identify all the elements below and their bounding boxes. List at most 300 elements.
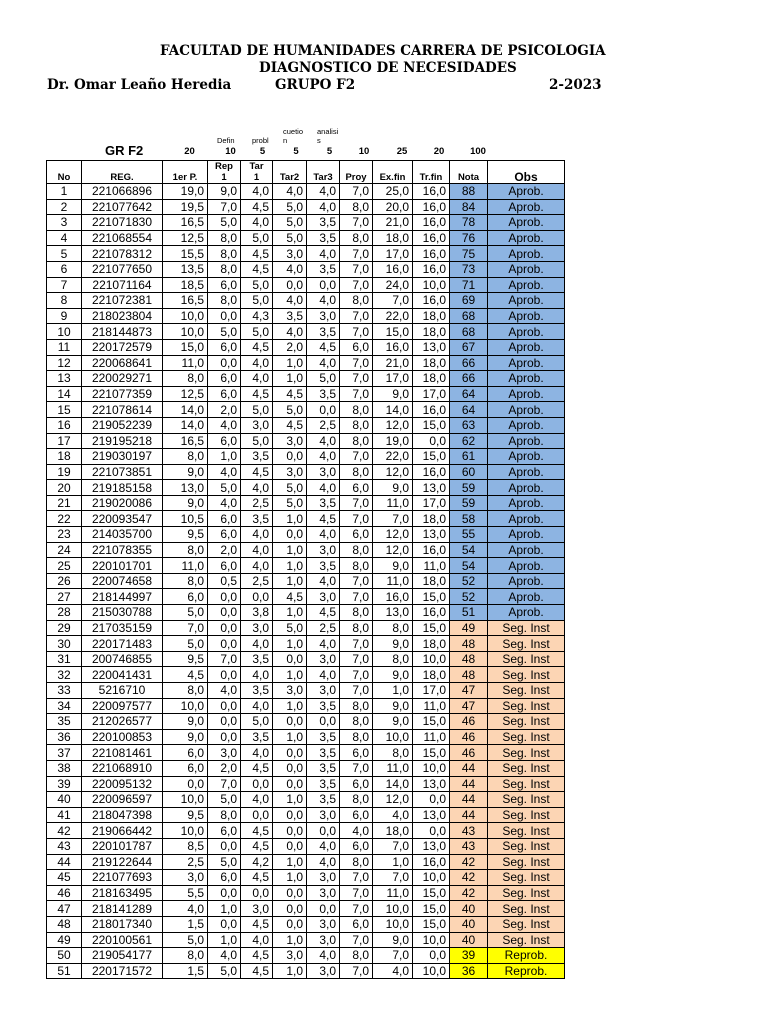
cell-tar1: 4,0 xyxy=(241,215,273,231)
cell-nota: 42 xyxy=(450,854,488,870)
cell-tar3: 4,0 xyxy=(307,199,340,215)
cell-nota: 68 xyxy=(450,308,488,324)
cell-nota: 43 xyxy=(450,823,488,839)
cell-tar2: 4,5 xyxy=(273,589,307,605)
table-row xyxy=(47,558,565,574)
cell-1erp: 8,0 xyxy=(163,542,208,558)
cell-nota: 36 xyxy=(450,963,488,979)
cell-proy: 8,0 xyxy=(340,199,373,215)
cell-1erp: 5,0 xyxy=(163,932,208,948)
table-row xyxy=(47,324,565,340)
cell-rep1: 5,0 xyxy=(208,324,241,340)
cell-tar3: 4,0 xyxy=(307,573,340,589)
cell-tar1: 4,0 xyxy=(241,792,273,808)
cell-obs: Aprob. xyxy=(488,417,565,433)
cell-trfin: 13,0 xyxy=(413,480,450,496)
cell-exfin: 10,0 xyxy=(373,916,413,932)
cell-1erp: 9,0 xyxy=(163,464,208,480)
cell-exfin: 10,0 xyxy=(373,729,413,745)
cell-1erp: 7,0 xyxy=(163,620,208,636)
cell-trfin: 15,0 xyxy=(413,589,450,605)
cell-reg: 220101787 xyxy=(82,838,163,854)
cell-1erp: 9,0 xyxy=(163,495,208,511)
cell-tar2: 5,0 xyxy=(273,199,307,215)
cell-rep1: 4,0 xyxy=(208,683,241,699)
document-subtitle: DIAGNOSTICO DE NECESIDADES xyxy=(259,60,517,76)
cell-no: 3 xyxy=(47,215,82,231)
cell-exfin: 21,0 xyxy=(373,215,413,231)
cell-obs: Reprob. xyxy=(488,963,565,979)
cell-tar1: 5,0 xyxy=(241,324,273,340)
table-row xyxy=(47,573,565,589)
cell-nota: 42 xyxy=(450,870,488,886)
cell-no: 41 xyxy=(47,807,82,823)
cell-reg: 221071830 xyxy=(82,215,163,231)
cell-rep1: 7,0 xyxy=(208,776,241,792)
table-row xyxy=(47,230,565,246)
cell-1erp: 9,5 xyxy=(163,807,208,823)
cell-exfin: 7,0 xyxy=(373,293,413,309)
cell-reg: 220041431 xyxy=(82,667,163,683)
cell-proy: 8,0 xyxy=(340,417,373,433)
cell-reg: 221077650 xyxy=(82,261,163,277)
cell-tar3: 3,0 xyxy=(307,963,340,979)
cell-no: 47 xyxy=(47,901,82,917)
cell-rep1: 0,0 xyxy=(208,308,241,324)
cell-tar3: 3,5 xyxy=(307,386,340,402)
col-header-trfin: Tr.fin xyxy=(413,161,450,184)
cell-exfin: 17,0 xyxy=(373,371,413,387)
cell-rep1: 4,0 xyxy=(208,495,241,511)
table-row xyxy=(47,667,565,683)
cell-reg: 217035159 xyxy=(82,620,163,636)
table-row xyxy=(47,433,565,449)
cell-no: 32 xyxy=(47,667,82,683)
cell-proy: 7,0 xyxy=(340,963,373,979)
cell-tar2: 5,0 xyxy=(273,620,307,636)
cell-tar2: 0,0 xyxy=(273,807,307,823)
cell-obs: Aprob. xyxy=(488,605,565,621)
cell-rep1: 4,0 xyxy=(208,417,241,433)
cell-rep1: 6,0 xyxy=(208,371,241,387)
cell-tar1: 5,0 xyxy=(241,402,273,418)
cell-exfin: 20,0 xyxy=(373,199,413,215)
cell-1erp: 14,0 xyxy=(163,417,208,433)
col-header-no: No xyxy=(47,161,82,184)
cell-no: 2 xyxy=(47,199,82,215)
cell-1erp: 5,5 xyxy=(163,885,208,901)
cell-proy: 8,0 xyxy=(340,542,373,558)
cell-tar2: 3,0 xyxy=(273,246,307,262)
table-row xyxy=(47,464,565,480)
cell-nota: 52 xyxy=(450,573,488,589)
cell-tar1: 0,0 xyxy=(241,776,273,792)
cell-exfin: 24,0 xyxy=(373,277,413,293)
table-row xyxy=(47,355,565,371)
cell-reg: 219185158 xyxy=(82,480,163,496)
cell-tar1: 4,5 xyxy=(241,339,273,355)
cell-reg: 220096597 xyxy=(82,792,163,808)
cell-tar3: 3,5 xyxy=(307,495,340,511)
cell-nota: 75 xyxy=(450,246,488,262)
cell-rep1: 0,0 xyxy=(208,620,241,636)
cell-nota: 66 xyxy=(450,371,488,387)
cell-tar1: 4,5 xyxy=(241,199,273,215)
cell-reg: 220068641 xyxy=(82,355,163,371)
cell-1erp: 4,5 xyxy=(163,667,208,683)
cell-rep1: 5,0 xyxy=(208,480,241,496)
cell-tar1: 3,5 xyxy=(241,729,273,745)
cell-tar1: 2,5 xyxy=(241,495,273,511)
cell-exfin: 1,0 xyxy=(373,683,413,699)
cell-reg: 221066896 xyxy=(82,184,163,200)
cell-reg: 220097577 xyxy=(82,698,163,714)
cell-nota: 88 xyxy=(450,184,488,200)
col-header-obs: Obs xyxy=(488,161,565,184)
cell-tar3: 4,0 xyxy=(307,293,340,309)
cell-exfin: 11,0 xyxy=(373,760,413,776)
cell-nota: 44 xyxy=(450,792,488,808)
cell-obs: Seg. Inst xyxy=(488,932,565,948)
cell-tar1: 4,0 xyxy=(241,184,273,200)
cell-exfin: 12,0 xyxy=(373,542,413,558)
cell-exfin: 9,0 xyxy=(373,667,413,683)
cell-trfin: 18,0 xyxy=(413,636,450,652)
table-row xyxy=(47,542,565,558)
col-header-tar1-line1: Tar xyxy=(249,161,264,172)
cell-trfin: 16,0 xyxy=(413,293,450,309)
cell-exfin: 8,0 xyxy=(373,745,413,761)
cell-tar2: 1,0 xyxy=(273,667,307,683)
cell-nota: 46 xyxy=(450,745,488,761)
cell-no: 14 xyxy=(47,386,82,402)
cell-obs: Seg. Inst xyxy=(488,823,565,839)
cell-reg: 221068910 xyxy=(82,760,163,776)
cell-1erp: 9,0 xyxy=(163,729,208,745)
table-row xyxy=(47,246,565,262)
cell-exfin: 7,0 xyxy=(373,511,413,527)
cell-nota: 40 xyxy=(450,916,488,932)
cell-1erp: 3,0 xyxy=(163,870,208,886)
cell-trfin: 11,0 xyxy=(413,729,450,745)
cell-tar3: 5,0 xyxy=(307,371,340,387)
cell-1erp: 11,0 xyxy=(163,558,208,574)
cell-reg: 221081461 xyxy=(82,745,163,761)
cell-obs: Aprob. xyxy=(488,371,565,387)
cell-proy: 7,0 xyxy=(340,277,373,293)
cell-rep1: 3,0 xyxy=(208,745,241,761)
cell-tar1: 0,0 xyxy=(241,885,273,901)
cell-1erp: 15,5 xyxy=(163,246,208,262)
cell-nota: 49 xyxy=(450,620,488,636)
cell-nota: 67 xyxy=(450,339,488,355)
cell-1erp: 5,0 xyxy=(163,605,208,621)
cell-tar1: 4,5 xyxy=(241,823,273,839)
cell-tar2: 1,0 xyxy=(273,854,307,870)
cell-exfin: 9,0 xyxy=(373,480,413,496)
cell-tar1: 3,5 xyxy=(241,683,273,699)
cell-obs: Seg. Inst xyxy=(488,729,565,745)
cell-proy: 7,0 xyxy=(340,511,373,527)
cell-no: 36 xyxy=(47,729,82,745)
cell-rep1: 0,0 xyxy=(208,355,241,371)
col-header-tar1-line2: 1 xyxy=(253,172,260,183)
cell-no: 15 xyxy=(47,402,82,418)
cell-no: 4 xyxy=(47,230,82,246)
cell-tar2: 0,0 xyxy=(273,745,307,761)
cell-trfin: 16,0 xyxy=(413,215,450,231)
cell-obs: Aprob. xyxy=(488,558,565,574)
cell-nota: 40 xyxy=(450,901,488,917)
cell-nota: 61 xyxy=(450,449,488,465)
cell-tar1: 4,5 xyxy=(241,948,273,964)
cell-nota: 44 xyxy=(450,760,488,776)
cell-1erp: 10,5 xyxy=(163,511,208,527)
cell-nota: 46 xyxy=(450,729,488,745)
cell-exfin: 7,0 xyxy=(373,838,413,854)
cell-proy: 8,0 xyxy=(340,714,373,730)
cell-proy: 7,0 xyxy=(340,308,373,324)
cell-no: 24 xyxy=(47,542,82,558)
cell-obs: Aprob. xyxy=(488,230,565,246)
cell-rep1: 8,0 xyxy=(208,807,241,823)
cell-tar1: 3,0 xyxy=(241,417,273,433)
cell-tar2: 1,0 xyxy=(273,932,307,948)
cell-reg: 219122644 xyxy=(82,854,163,870)
cell-exfin: 9,0 xyxy=(373,698,413,714)
cell-proy: 4,0 xyxy=(340,823,373,839)
grades-table-body xyxy=(47,161,565,979)
weight-1erp: 20 xyxy=(184,146,195,157)
cell-proy: 6,0 xyxy=(340,838,373,854)
cell-reg: 5216710 xyxy=(82,683,163,699)
col-header-exfin: Ex.fin xyxy=(373,161,413,184)
cell-reg: 221078614 xyxy=(82,402,163,418)
cell-rep1: 4,0 xyxy=(208,464,241,480)
cell-trfin: 16,0 xyxy=(413,605,450,621)
cell-tar2: 0,0 xyxy=(273,838,307,854)
cell-obs: Aprob. xyxy=(488,355,565,371)
weight-tar2: 5 xyxy=(293,146,299,157)
cell-nota: 51 xyxy=(450,605,488,621)
col-header-proy: Proy xyxy=(340,161,373,184)
cell-obs: Seg. Inst xyxy=(488,807,565,823)
col-header-reg: REG. xyxy=(82,161,163,184)
cell-tar3: 4,0 xyxy=(307,449,340,465)
cell-rep1: 0,0 xyxy=(208,589,241,605)
cell-tar3: 4,0 xyxy=(307,854,340,870)
cell-reg: 212026577 xyxy=(82,714,163,730)
cell-tar3: 3,0 xyxy=(307,464,340,480)
cell-rep1: 0,0 xyxy=(208,838,241,854)
table-row xyxy=(47,605,565,621)
cell-proy: 8,0 xyxy=(340,605,373,621)
cell-trfin: 16,0 xyxy=(413,854,450,870)
cell-no: 35 xyxy=(47,714,82,730)
cell-no: 28 xyxy=(47,605,82,621)
cell-tar1: 4,5 xyxy=(241,916,273,932)
cell-exfin: 12,0 xyxy=(373,792,413,808)
cell-no: 38 xyxy=(47,760,82,776)
cell-no: 43 xyxy=(47,838,82,854)
cell-proy: 8,0 xyxy=(340,230,373,246)
cell-tar3: 3,0 xyxy=(307,932,340,948)
table-row xyxy=(47,760,565,776)
cell-nota: 68 xyxy=(450,324,488,340)
cell-tar3: 0,0 xyxy=(307,277,340,293)
cell-proy: 7,0 xyxy=(340,495,373,511)
cell-no: 42 xyxy=(47,823,82,839)
cell-no: 23 xyxy=(47,527,82,543)
cell-tar2: 5,0 xyxy=(273,495,307,511)
cell-exfin: 4,0 xyxy=(373,963,413,979)
cell-nota: 52 xyxy=(450,589,488,605)
cell-tar3: 2,5 xyxy=(307,620,340,636)
cell-tar3: 3,0 xyxy=(307,308,340,324)
cell-no: 44 xyxy=(47,854,82,870)
cell-nota: 63 xyxy=(450,417,488,433)
cell-tar3: 4,0 xyxy=(307,184,340,200)
cell-nota: 47 xyxy=(450,698,488,714)
cell-rep1: 0,0 xyxy=(208,729,241,745)
table-row xyxy=(47,293,565,309)
cell-tar1: 4,2 xyxy=(241,854,273,870)
cell-tar3: 3,5 xyxy=(307,230,340,246)
cell-tar3: 3,5 xyxy=(307,558,340,574)
cell-exfin: 1,0 xyxy=(373,854,413,870)
table-row xyxy=(47,277,565,293)
cell-exfin: 11,0 xyxy=(373,573,413,589)
cell-tar2: 1,0 xyxy=(273,371,307,387)
cell-proy: 7,0 xyxy=(340,355,373,371)
table-row xyxy=(47,527,565,543)
cell-reg: 218144873 xyxy=(82,324,163,340)
table-row xyxy=(47,776,565,792)
cell-rep1: 2,0 xyxy=(208,760,241,776)
cell-proy: 6,0 xyxy=(340,916,373,932)
cell-1erp: 10,0 xyxy=(163,698,208,714)
cell-tar3: 4,0 xyxy=(307,355,340,371)
table-row xyxy=(47,885,565,901)
cell-rep1: 1,0 xyxy=(208,901,241,917)
cell-exfin: 12,0 xyxy=(373,464,413,480)
cell-exfin: 8,0 xyxy=(373,620,413,636)
cell-obs: Aprob. xyxy=(488,464,565,480)
cell-obs: Seg. Inst xyxy=(488,636,565,652)
cell-tar2: 1,0 xyxy=(273,729,307,745)
cell-proy: 7,0 xyxy=(340,449,373,465)
cell-no: 31 xyxy=(47,651,82,667)
cell-rep1: 7,0 xyxy=(208,651,241,667)
cell-obs: Seg. Inst xyxy=(488,651,565,667)
cell-obs: Aprob. xyxy=(488,308,565,324)
cell-trfin: 10,0 xyxy=(413,651,450,667)
cell-exfin: 22,0 xyxy=(373,308,413,324)
cell-tar1: 4,0 xyxy=(241,932,273,948)
cell-nota: 73 xyxy=(450,261,488,277)
note-cuestion-line2: n xyxy=(283,136,288,145)
cell-tar1: 4,3 xyxy=(241,308,273,324)
cell-tar1: 0,0 xyxy=(241,807,273,823)
table-row xyxy=(47,870,565,886)
cell-tar3: 4,0 xyxy=(307,433,340,449)
cell-exfin: 22,0 xyxy=(373,449,413,465)
cell-tar2: 4,5 xyxy=(273,417,307,433)
cell-exfin: 14,0 xyxy=(373,402,413,418)
cell-proy: 7,0 xyxy=(340,386,373,402)
cell-proy: 7,0 xyxy=(340,261,373,277)
cell-tar2: 3,0 xyxy=(273,464,307,480)
cell-tar1: 4,5 xyxy=(241,246,273,262)
cell-trfin: 13,0 xyxy=(413,527,450,543)
cell-obs: Seg. Inst xyxy=(488,854,565,870)
cell-tar2: 2,0 xyxy=(273,339,307,355)
cell-trfin: 16,0 xyxy=(413,261,450,277)
cell-no: 33 xyxy=(47,683,82,699)
cell-trfin: 18,0 xyxy=(413,667,450,683)
cell-no: 20 xyxy=(47,480,82,496)
cell-obs: Seg. Inst xyxy=(488,683,565,699)
cell-tar2: 4,0 xyxy=(273,261,307,277)
cell-tar2: 4,0 xyxy=(273,293,307,309)
cell-no: 46 xyxy=(47,885,82,901)
cell-nota: 40 xyxy=(450,932,488,948)
cell-tar1: 3,5 xyxy=(241,449,273,465)
cell-nota: 59 xyxy=(450,495,488,511)
cell-tar3: 0,0 xyxy=(307,714,340,730)
cell-obs: Aprob. xyxy=(488,480,565,496)
cell-tar1: 3,8 xyxy=(241,605,273,621)
cell-tar2: 1,0 xyxy=(273,870,307,886)
cell-obs: Seg. Inst xyxy=(488,870,565,886)
cell-reg: 221078355 xyxy=(82,542,163,558)
cell-obs: Aprob. xyxy=(488,215,565,231)
note-probl: probl xyxy=(252,136,269,145)
cell-reg: 220074658 xyxy=(82,573,163,589)
table-row xyxy=(47,620,565,636)
cell-proy: 7,0 xyxy=(340,246,373,262)
table-row xyxy=(47,308,565,324)
cell-no: 29 xyxy=(47,620,82,636)
cell-proy: 7,0 xyxy=(340,870,373,886)
table-row xyxy=(47,948,565,964)
cell-rep1: 0,0 xyxy=(208,714,241,730)
cell-tar1: 3,0 xyxy=(241,620,273,636)
cell-proy: 8,0 xyxy=(340,948,373,964)
cell-rep1: 0,0 xyxy=(208,667,241,683)
cell-obs: Seg. Inst xyxy=(488,792,565,808)
cell-no: 48 xyxy=(47,916,82,932)
weight-tar1: 5 xyxy=(259,146,266,157)
cell-1erp: 10,0 xyxy=(163,823,208,839)
cell-proy: 7,0 xyxy=(340,683,373,699)
cell-rep1: 8,0 xyxy=(208,261,241,277)
table-row xyxy=(47,480,565,496)
cell-nota: 59 xyxy=(450,480,488,496)
cell-reg: 218144997 xyxy=(82,589,163,605)
cell-exfin: 12,0 xyxy=(373,527,413,543)
cell-rep1: 6,0 xyxy=(208,511,241,527)
cell-exfin: 11,0 xyxy=(373,885,413,901)
cell-1erp: 16,5 xyxy=(163,215,208,231)
cell-reg: 221077359 xyxy=(82,386,163,402)
cell-1erp: 5,0 xyxy=(163,636,208,652)
cell-proy: 6,0 xyxy=(340,480,373,496)
cell-exfin: 9,0 xyxy=(373,636,413,652)
cell-nota: 44 xyxy=(450,776,488,792)
cell-tar3: 4,0 xyxy=(307,667,340,683)
cell-tar3: 2,5 xyxy=(307,417,340,433)
